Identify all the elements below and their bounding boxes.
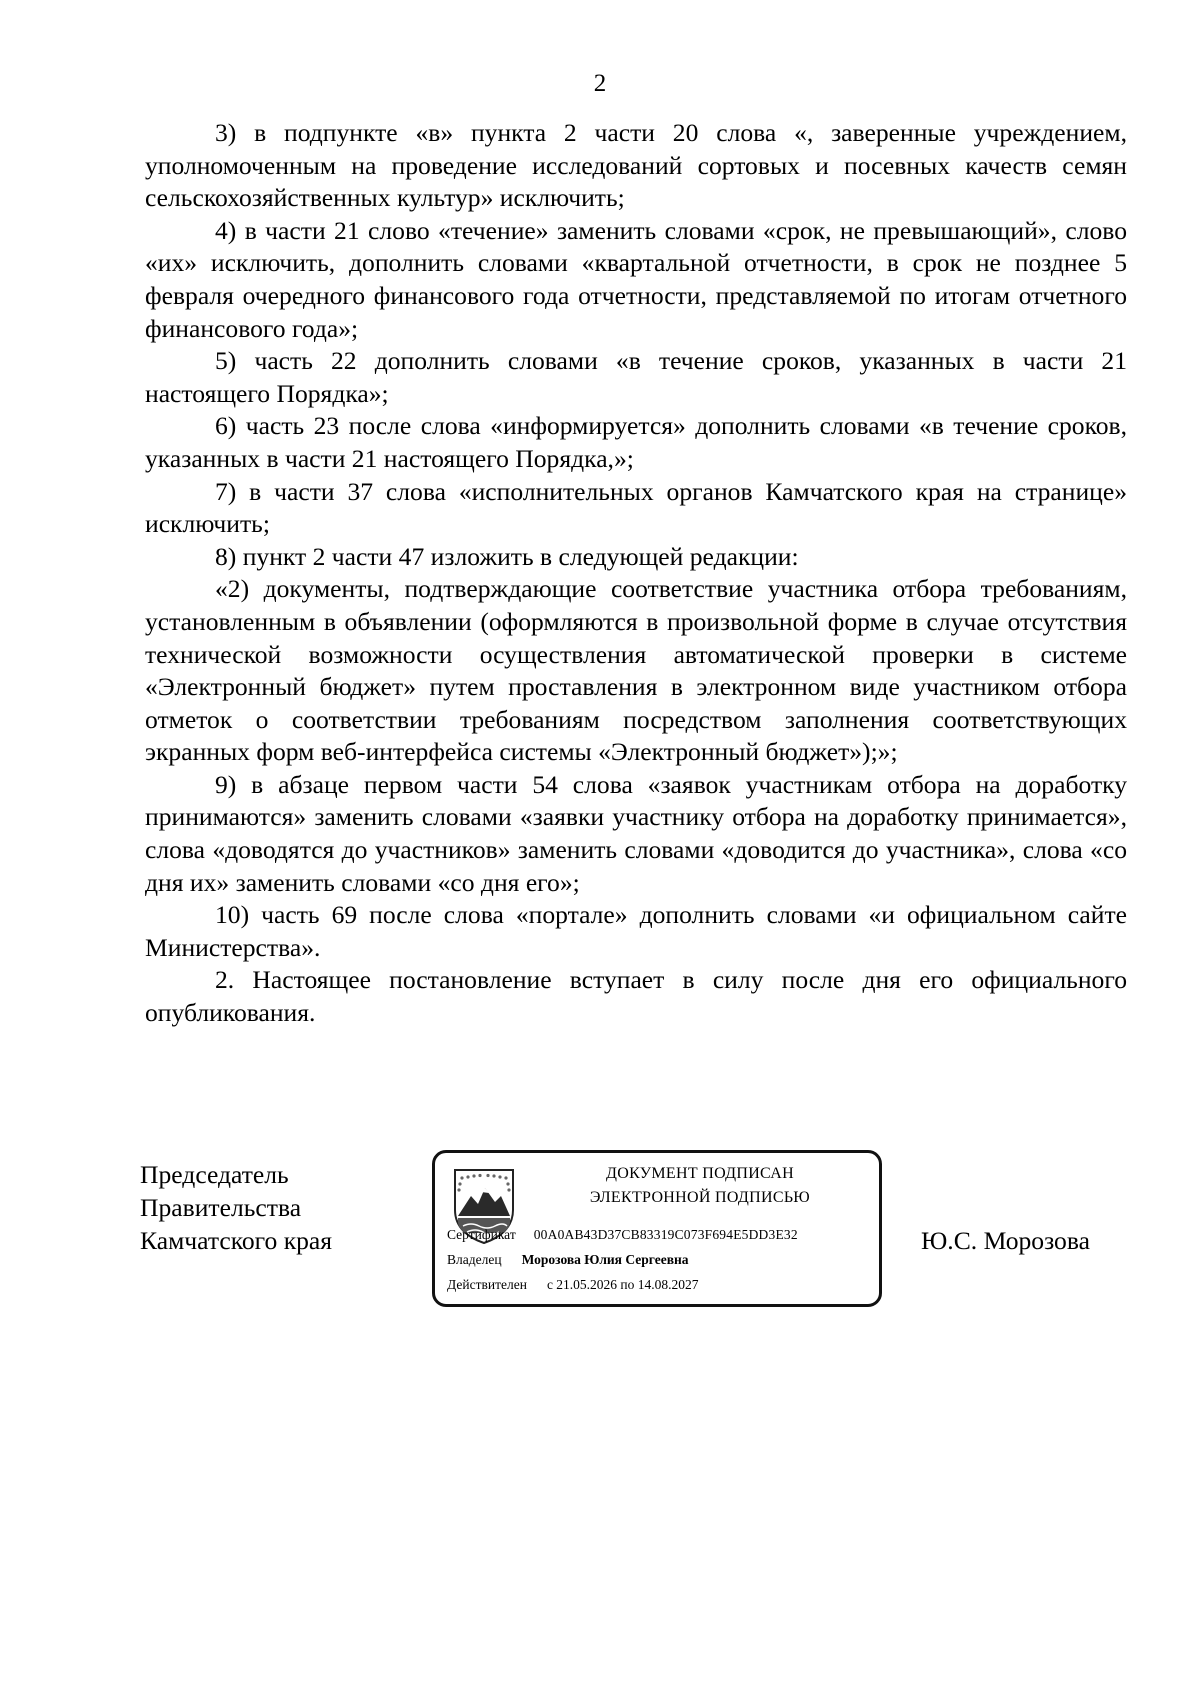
paragraph: 2. Настоящее постановление вступает в силу после дня его официального опубликования. bbox=[145, 965, 1127, 1028]
stamp-owner-row bbox=[447, 1252, 689, 1268]
signer-title bbox=[140, 1158, 332, 1257]
signer-title-line: Камчатского края bbox=[140, 1226, 333, 1255]
paragraph: 6) часть 23 после слова «информируется» дополнить словами «в течение сроков, указанных в части 21 настоящего Порядка,»; bbox=[145, 411, 1127, 473]
stamp-certificate-row bbox=[447, 1227, 798, 1243]
page-number: 2 bbox=[593, 70, 607, 97]
paragraph: 8) пункт 2 части 47 изложить в следующей редакции: bbox=[215, 541, 799, 571]
paragraph: 3) в подпункте «в» пункта 2 части 20 слова «, заверенные учреждением, уполномоченным на проведение исследований сортовых и посевных качеств семян сельскохозяйственных культур» исключить; bbox=[145, 118, 1127, 213]
paragraph: 10) часть 69 после слова «портале» дополнить словами «и официальном сайте Министерства». bbox=[145, 900, 1127, 962]
stamp-heading: ДОКУМЕНТ ПОДПИСАН bbox=[606, 1165, 794, 1182]
electronic-signature-stamp bbox=[432, 1150, 882, 1307]
signer-title-line: Правительства bbox=[140, 1193, 302, 1222]
paragraph: «2) документы, подтверждающие соответствие участника отбора требованиям, установленным в объявлении (оформляются в произвольной форме в случае отсутствия технической возможности осуществления автоматической проверки в системе «Электронный бюджет» путем проставления в электронном виде участником отбора отметок о соответствии требованиям посредством заполнения соответствующих экранных форм веб-интерфейса системы «Электронный бюджет»);»; bbox=[145, 574, 1127, 767]
owner-label: Владелец bbox=[447, 1252, 502, 1267]
stamp-heading: ЭЛЕКТРОННОЙ ПОДПИСЬЮ bbox=[589, 1189, 811, 1206]
paragraph: 5) часть 22 дополнить словами «в течение сроков, указанных в части 21 настоящего Порядка»; bbox=[145, 346, 1127, 408]
validity-label: Действителен bbox=[447, 1277, 527, 1292]
paragraph: 7) в части 37 слова «исполнительных органов Камчатского края на странице» исключить; bbox=[145, 476, 1127, 539]
validity-value: с 21.05.2026 по 14.08.2027 bbox=[546, 1277, 699, 1292]
owner-value: Морозова Юлия Сергеевна bbox=[521, 1252, 689, 1267]
document-body bbox=[145, 117, 1127, 1030]
paragraph: 9) в абзаце первом части 54 слова «заявок участникам отбора на доработку принимаются» заменить словами «заявки участнику отбора на доработку принимается», слова «доводятся до участников» заменить словами «доводится до участника», слова «со дня их» заменить словами «со дня его»; bbox=[145, 769, 1127, 897]
stamp-validity-row bbox=[447, 1277, 699, 1293]
paragraph: 4) в части 21 слово «течение» заменить словами «срок, не превышающий», слово «их» исключить, дополнить словами «квартальной отчетности, в срок не позднее 5 февраля очередного финансового года отчетности, представляемой по итогам отчетного финансового года»; bbox=[145, 215, 1127, 343]
signer-title-line: Председатель bbox=[140, 1160, 289, 1189]
certificate-value: 00A0AB43D37CB83319C073F694E5DD3E32 bbox=[533, 1227, 798, 1242]
signer-name: Ю.С. Морозова bbox=[921, 1226, 1090, 1255]
certificate-label: Сертификат bbox=[447, 1227, 516, 1242]
